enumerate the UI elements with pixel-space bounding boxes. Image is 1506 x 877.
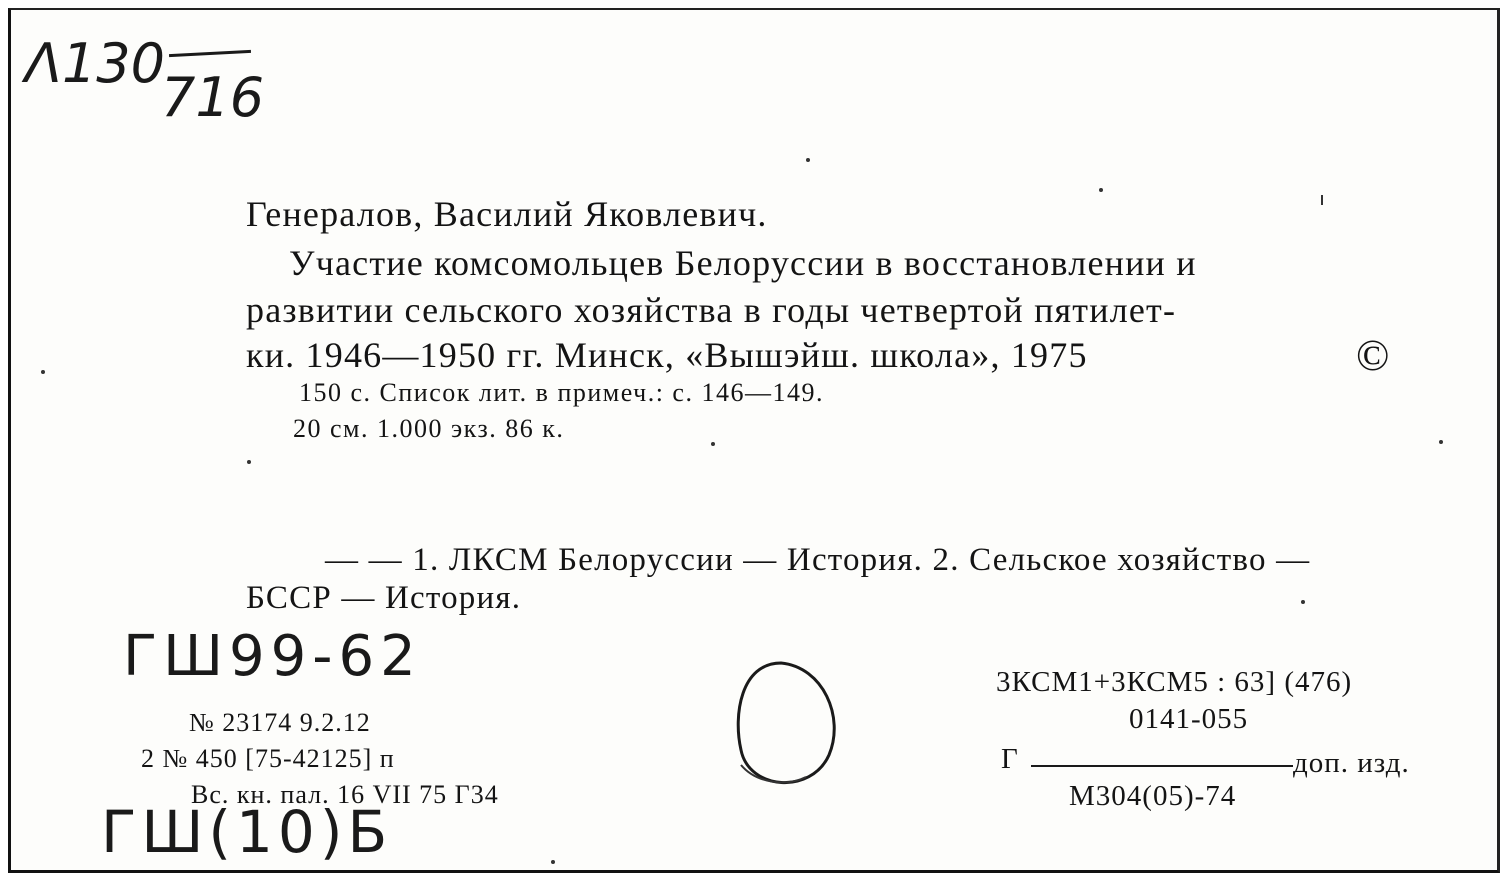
handwritten-shelf-mark-2: ГШ(10)Б	[101, 798, 393, 866]
classification-line-1: 3КСМ1+3КСМ5 : 63] (476)	[996, 666, 1353, 698]
scan-speck	[551, 860, 555, 864]
handwritten-catalog-fraction: 716	[161, 66, 265, 129]
title-line-3: ки. 1946—1950 гг. Минск, «Вышэйш. школа», 1975	[246, 335, 1088, 375]
scan-speck	[1321, 195, 1323, 205]
scan-speck	[806, 158, 810, 162]
classification-line-2: 0141-055	[1129, 703, 1249, 735]
scan-speck	[1301, 600, 1305, 604]
title-line-2: развитии сельского хозяйства в годы четвертой пятилет-	[246, 290, 1177, 330]
pages-line: 150 с. Список лит. в примеч.: с. 146—149.	[299, 378, 824, 407]
subjects-line-2: БССР — История.	[246, 580, 522, 616]
classification-rule	[1031, 765, 1293, 767]
scan-speck	[247, 460, 251, 464]
scan-speck	[1099, 188, 1103, 192]
registration-line-2: 2 № 450 [75-42125] п	[141, 744, 395, 773]
size-line: 20 см. 1.000 экз. 86 к.	[293, 414, 565, 443]
handwritten-fraction-bar	[169, 50, 251, 57]
handwritten-catalog-number: Λ130	[25, 32, 166, 95]
copyright-icon: ©	[1356, 331, 1390, 380]
scan-speck	[1439, 440, 1443, 444]
classification-line-3-suffix: доп. изд.	[1293, 747, 1410, 779]
registration-line-1: № 23174 9.2.12	[189, 708, 371, 737]
catalog-card	[8, 8, 1500, 873]
handwritten-shelf-mark-1: ГШ99-62	[123, 624, 422, 689]
registration-line-3: Вс. кн. пал. 16 VII 75 Г34	[191, 780, 499, 809]
scan-speck	[711, 442, 715, 446]
title-line-1: Участие комсомольцев Белоруссии в восстановлении и	[289, 243, 1197, 283]
scan-speck	[41, 370, 45, 374]
stamp-circle-icon	[711, 655, 851, 805]
classification-line-4: М304(05)-74	[1069, 780, 1237, 812]
author-heading: Генералов, Василий Яковлевич.	[246, 194, 768, 234]
classification-line-3-prefix: Г	[1001, 743, 1019, 775]
subjects-line-1: — — 1. ЛКСМ Белоруссии — История. 2. Сельское хозяйство —	[325, 542, 1311, 578]
